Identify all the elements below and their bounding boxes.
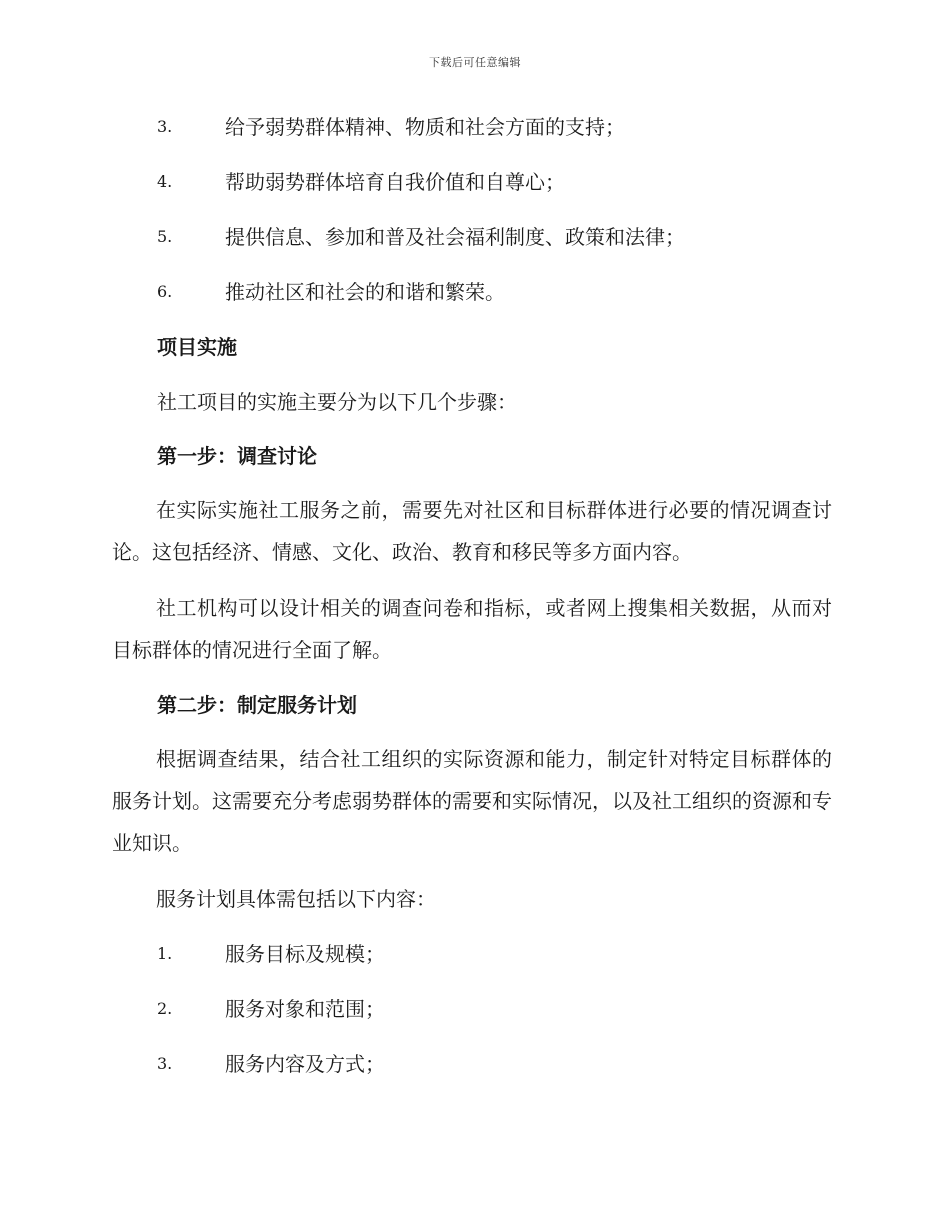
list-number: 3. [157,1054,173,1073]
list-number: 6. [157,282,173,301]
section-heading: 项目实施 [157,335,237,359]
list-text: 给予弱势群体精神、物质和社会方面的支持； [225,115,625,139]
list-text: 服务对象和范围； [225,997,385,1021]
list-text: 提供信息、参加和普及社会福利制度、政策和法律； [225,225,685,249]
list-text: 服务内容及方式； [225,1052,385,1076]
header-note: 下载后可任意编辑 [429,56,521,69]
step2-heading: 第二步：制定服务计划 [157,693,357,717]
step2-paragraph-2: 服务计划具体需包括以下内容： [156,887,436,911]
list-number: 1. [157,944,173,963]
list-number: 4. [157,172,173,191]
list-number: 5. [157,227,173,246]
list-number: 3. [157,117,173,136]
list-text: 推动社区和社会的和谐和繁荣。 [225,280,505,304]
step2-paragraph-1: 根据调查结果，结合社工组织的实际资源和能力，制定针对特定目标群体的服务计划。这需要充分考虑弱势群体的需要和实际情况，以及社工组织的资源和专业知识。 [112,747,832,855]
list-number: 2. [157,999,173,1018]
step1-heading: 第一步：调查讨论 [157,444,317,468]
step1-paragraph-2: 社工机构可以设计相关的调查问卷和指标，或者网上搜集相关数据，从而对目标群体的情况进行全面了解。 [112,596,832,662]
step1-paragraph-1: 在实际实施社工服务之前，需要先对社区和目标群体进行必要的情况调查讨论。这包括经济、情感、文化、政治、教育和移民等多方面内容。 [112,498,832,564]
list-text: 服务目标及规模； [225,942,385,966]
list-text: 帮助弱势群体培育自我价值和自尊心； [225,170,565,194]
section-intro: 社工项目的实施主要分为以下几个步骤： [157,390,517,414]
